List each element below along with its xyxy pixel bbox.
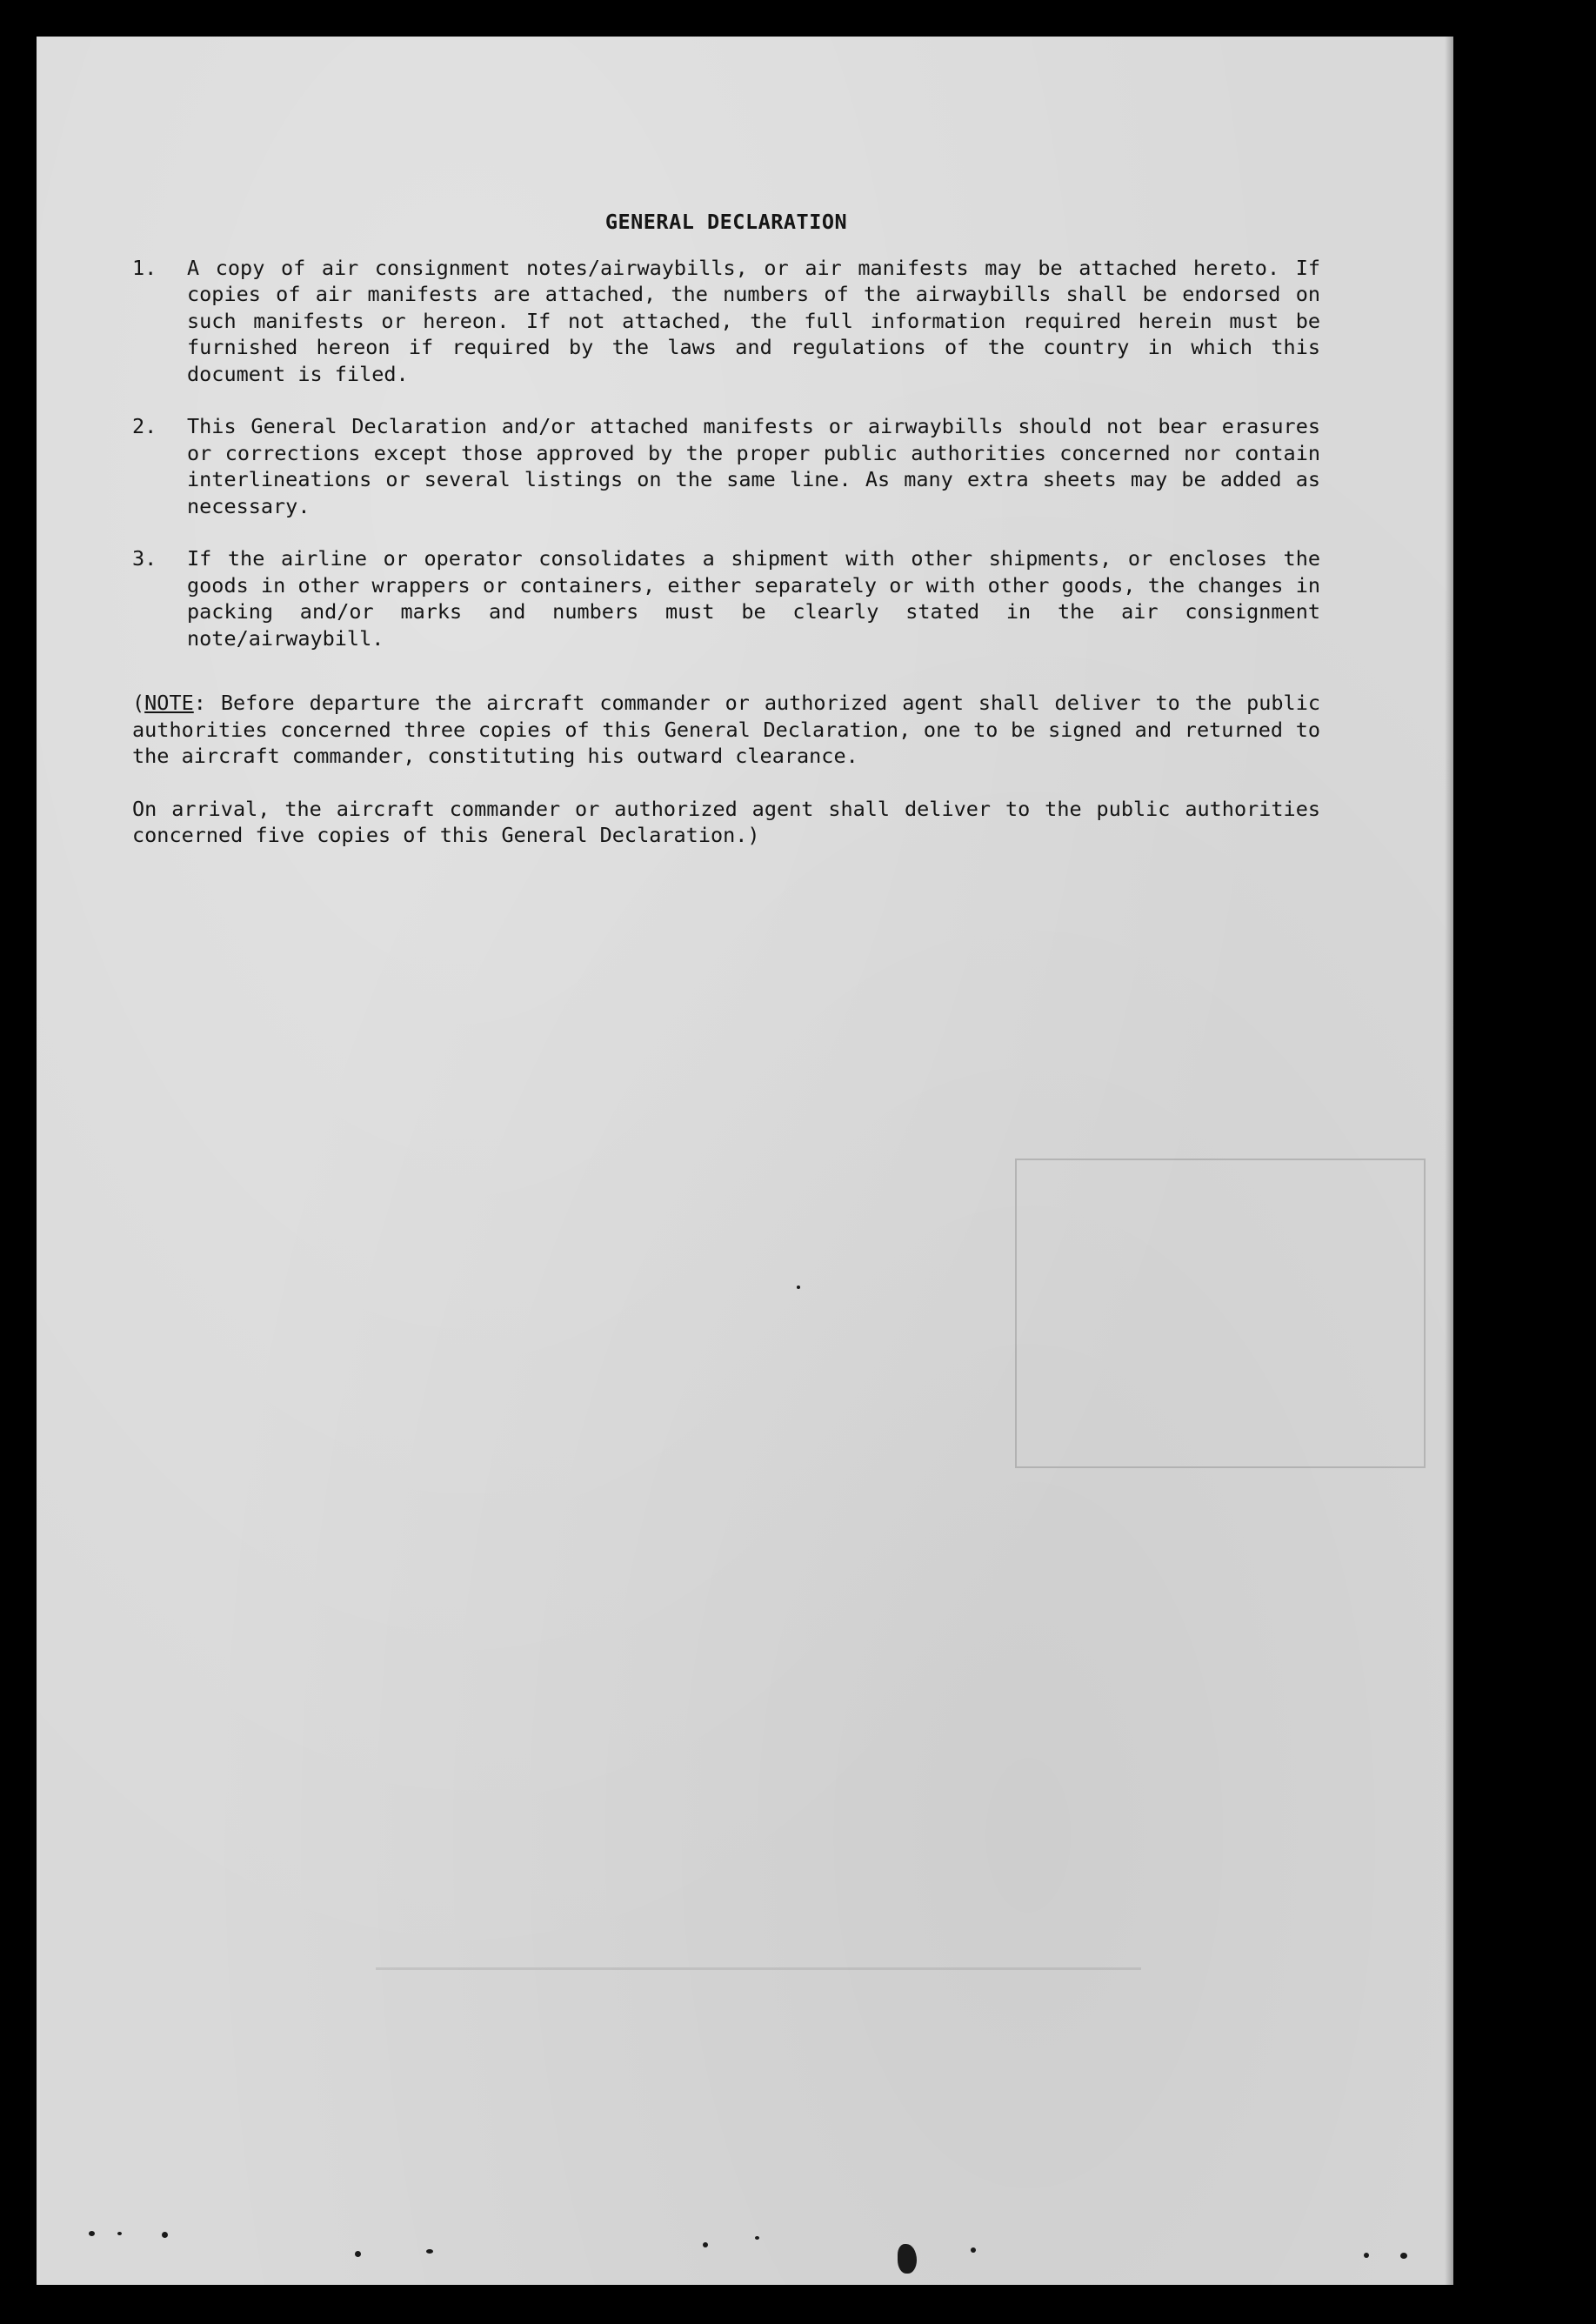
note-text: : Before departure the aircraft commander or authorized agent shall deliver to the public authorities concerned three copies of this General Declaration, one to be signed and returned to the aircraft commander, constituting his outward clearance.: [132, 691, 1320, 768]
note-paragraph: [132, 690, 1320, 770]
item-number: 1.: [132, 255, 157, 280]
item-text: This General Declaration and/or attached manifests or airwaybills should not bear erasures or corrections except those approved by the proper public authorities concerned nor contain interlineations or several listings on the same line. As many extra sheets may be added as necessary.: [187, 414, 1320, 518]
note-label: NOTE: [144, 691, 194, 715]
item-number: 3.: [132, 546, 157, 571]
list-item: [132, 255, 1320, 388]
bleed-through-heading: [376, 1967, 1141, 2048]
note-open-paren: (: [132, 691, 145, 715]
declaration-content: [132, 209, 1320, 849]
item-text: If the airline or operator consolidates a shipment with other shipments, or encloses the goods in other wrappers or containers, either separately or with other goods, the changes in packing and/or marks and numbers must be clearly stated in the air consignment note/airwaybill.: [187, 546, 1320, 651]
item-number: 2.: [132, 414, 157, 438]
bleed-through-stamp-box: [1015, 1159, 1426, 1468]
item-text: A copy of air consignment notes/airwaybills, or air manifests may be attached hereto. If copies of air manifests are attached, the numbers of the airwaybills shall be endorsed on such manifests or hereon. If not attached, the full information required herein must be furnished hereon if required by the laws and regulations of the country in which this document is filed.: [187, 255, 1320, 386]
arrival-paragraph: On arrival, the aircraft commander or authorized agent shall deliver to the public authorities concerned five copies of this General Declaration.): [132, 796, 1320, 847]
list-item: [132, 413, 1320, 519]
list-item: [132, 545, 1320, 651]
page-edge-shadow: [1445, 37, 1453, 2285]
document-title: GENERAL DECLARATION: [604, 210, 848, 234]
